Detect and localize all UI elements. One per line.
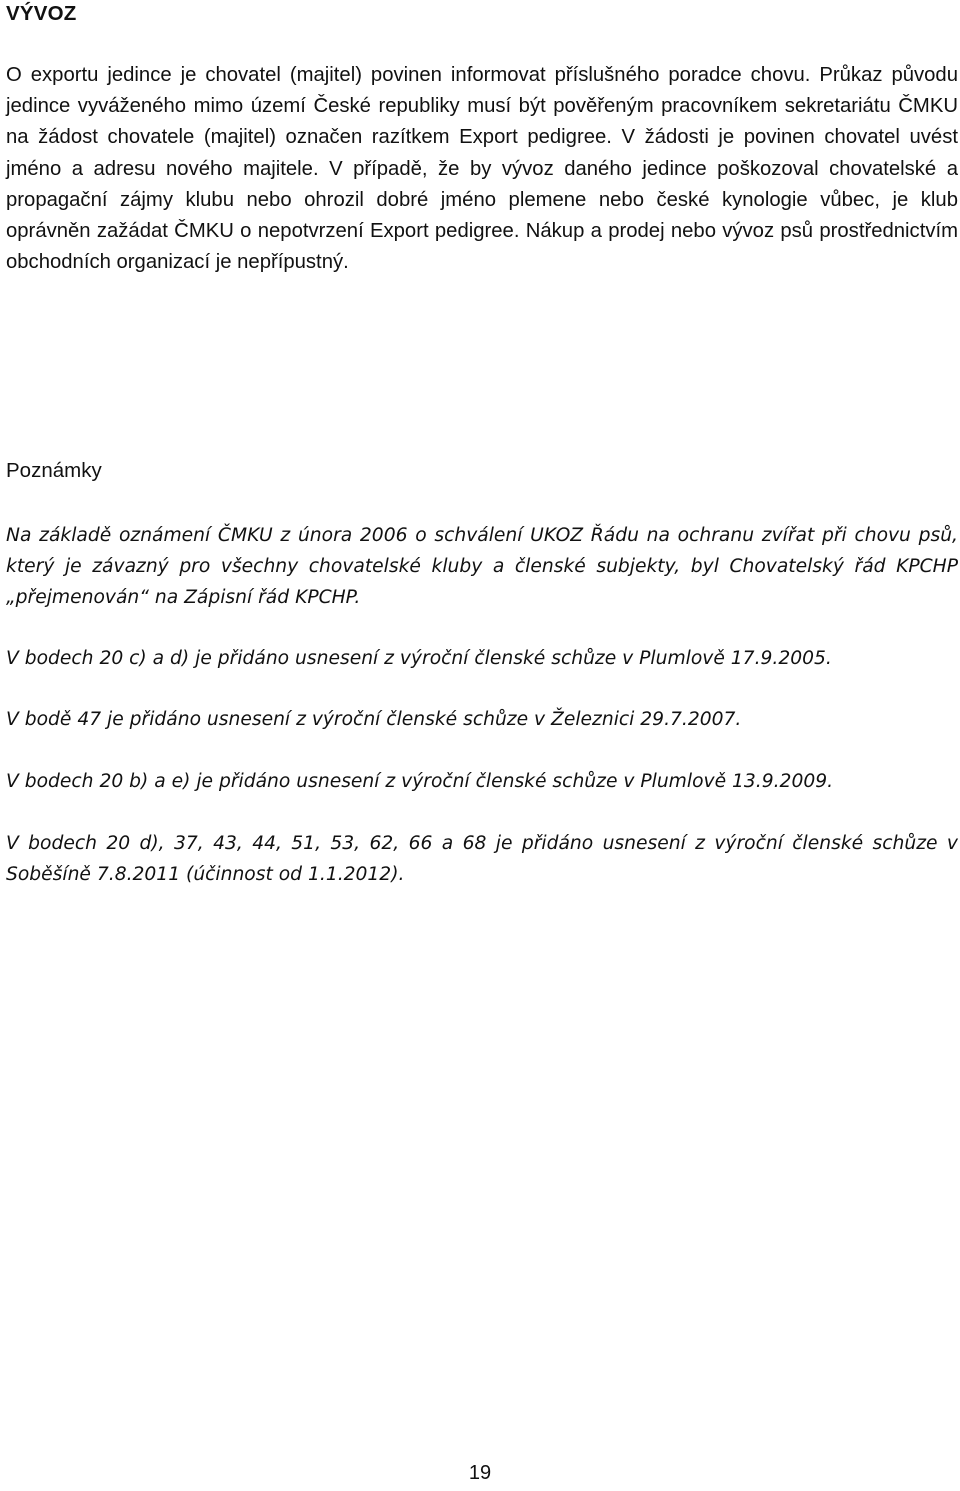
notes-heading: Poznámky <box>6 459 102 482</box>
note-item: Na základě oznámení ČMKU z února 2006 o schválení UKOZ Řádu na ochranu zvířat při chovu psů, který je závazný pro všechny chovatelské kluby a členské subjekty, byl Chovatelský řád KPCHP „přejmenován“ na Zápisní řád KPCHP. <box>6 525 958 608</box>
note-item: V bodech 20 d), 37, 43, 44, 51, 53, 62, 66 a 68 je přidáno usnesení z výroční členské schůze v Soběšíně 7.8.2011 (účinnost od 1.1.2012). <box>6 833 958 885</box>
note-item: V bodech 20 b) a e) je přidáno usnesení z výroční členské schůze v Plumlově 13.9.2009. <box>6 771 834 792</box>
note-item: V bodě 47 je přidáno usnesení z výroční členské schůze v Železnici 29.7.2007. <box>6 709 742 730</box>
section-heading: VÝVOZ <box>6 2 77 25</box>
page-number: 19 <box>468 1462 492 1484</box>
export-paragraph: O exportu jedince je chovatel (majitel) povinen informovat příslušného poradce chovu. Průkaz původu jedince vyváženého mimo území České republiky musí být pověřeným pracovníkem sekretariátu ČMKU na žádost chovatele (majitel) označen razítkem Export pedigree. V žádosti je povinen chovatel uvést jméno a adresu nového majitele. V případě, že by vývoz daného jedince poškozoval chovatelské a propagační zájmy klubu nebo ohrozil dobré jméno plemene nebo české kynologie vůbec, je klub oprávněn zažádat ČMKU o nepotvrzení Export pedigree. Nákup a prodej nebo vývoz psů prostřednictvím obchodních organizací je nepřípustný. <box>6 64 958 274</box>
note-item: V bodech 20 c) a d) je přidáno usnesení z výroční členské schůze v Plumlově 17.9.2005. <box>6 648 832 669</box>
